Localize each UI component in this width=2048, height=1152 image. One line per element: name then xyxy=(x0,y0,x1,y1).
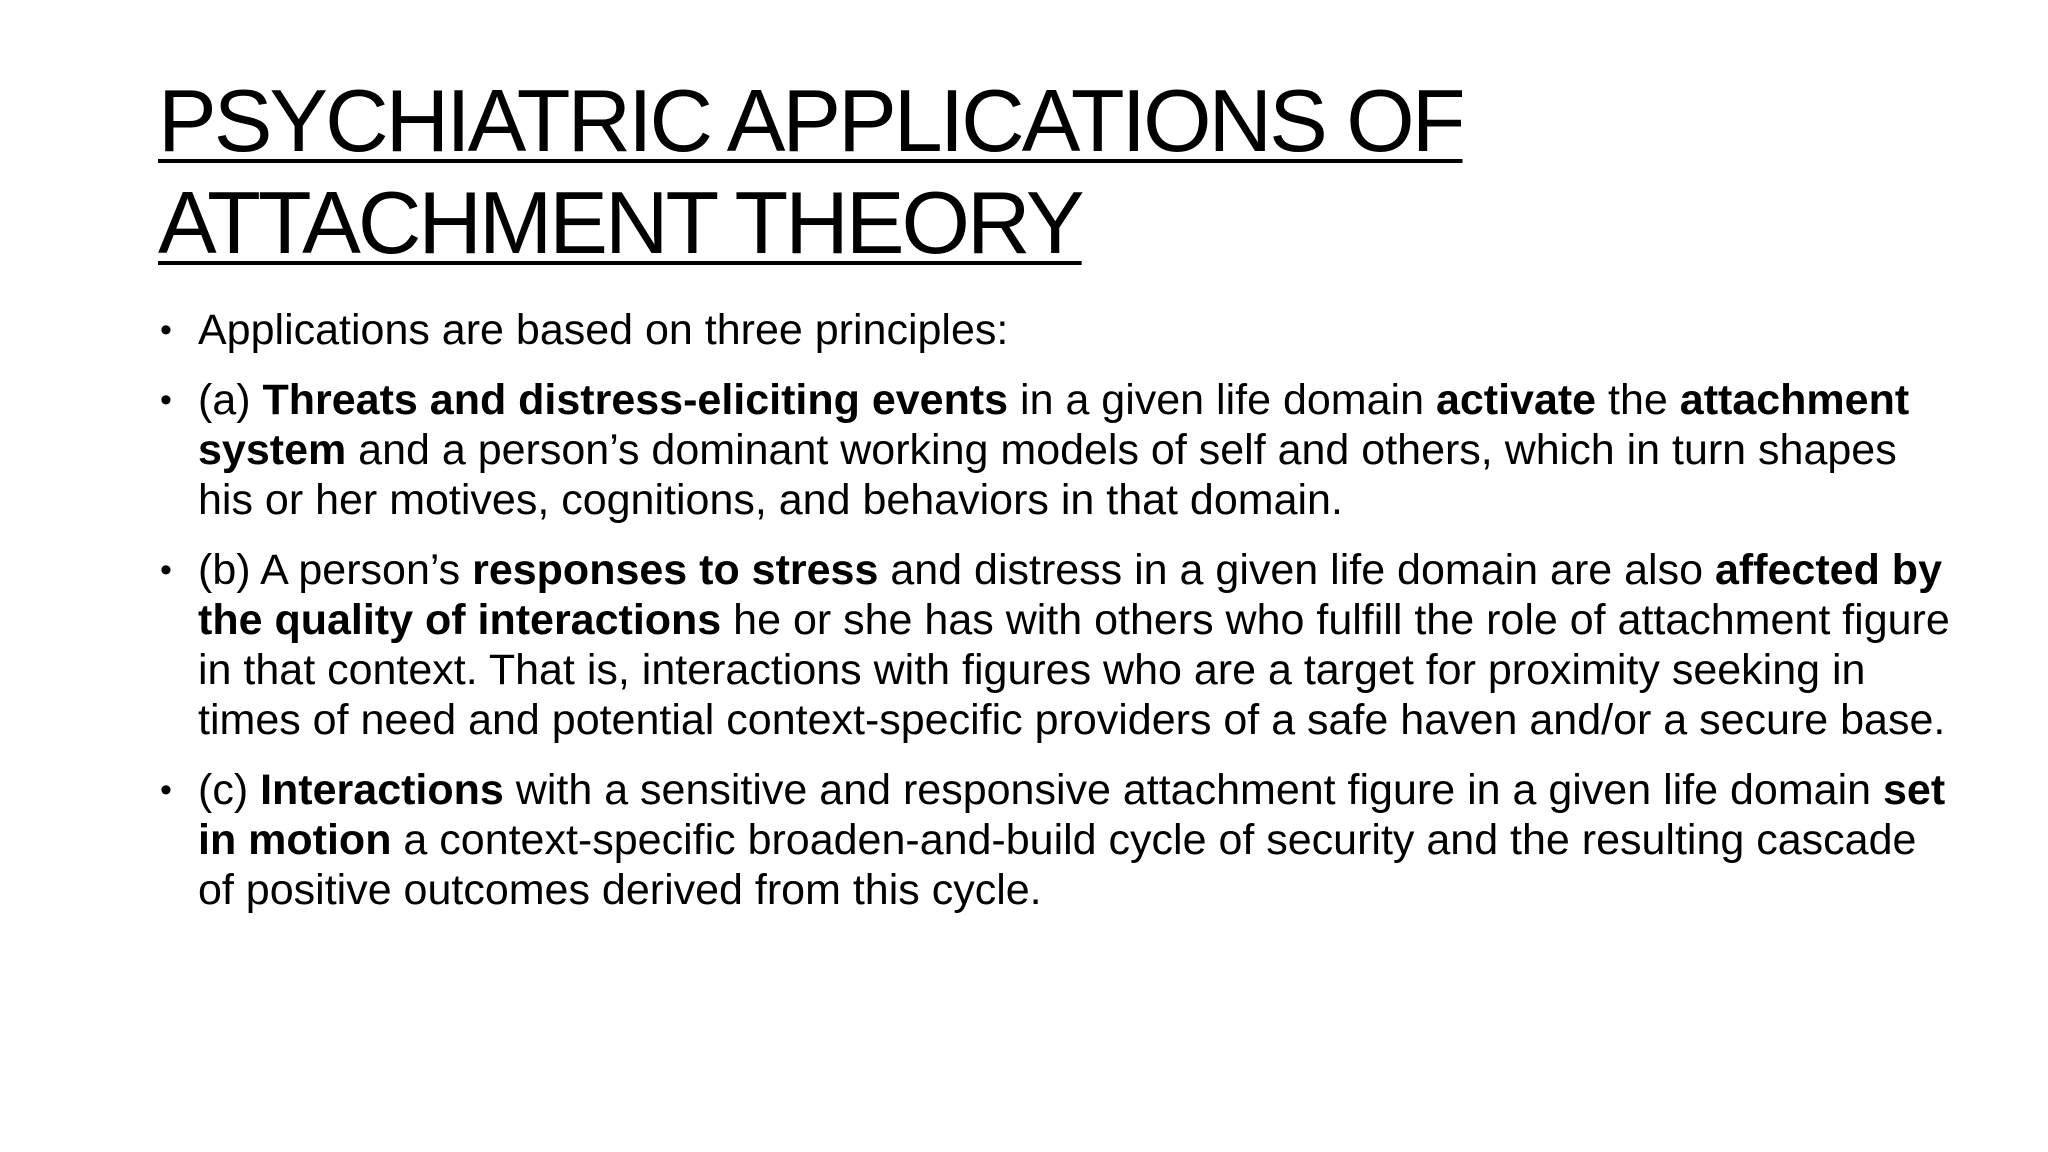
bullet-text-run: (c) xyxy=(198,766,261,814)
bullet-text-run: he or she has with others who fulfill the role of attachment figure in that context. That is, interactions with figures who are a target for proximity seeking in times of need and potential context-specific providers of a safe haven and/or a secure base. xyxy=(198,596,1950,744)
bullet-text xyxy=(198,305,1960,355)
bullet-text-bold: responses to stress xyxy=(472,546,879,594)
bullet-list xyxy=(160,305,1960,935)
bullet-text-bold: attachment system xyxy=(198,376,1910,474)
bullet-item xyxy=(160,375,1960,525)
bullet-text-run: (a) xyxy=(198,376,263,424)
bullet-item xyxy=(160,545,1960,745)
bullet-dot-icon: • xyxy=(160,381,172,419)
bullet-text-bold: Interactions xyxy=(260,766,504,814)
bullet-text-run: a context-specific broaden-and-build cycle of security and the resulting cascade of positive outcomes derived from this cycle. xyxy=(198,816,1917,914)
bullet-text xyxy=(198,765,1960,915)
bullet-text-run: (b) A person’s xyxy=(198,546,473,594)
bullet-text xyxy=(198,375,1960,525)
bullet-text-bold: set in motion xyxy=(198,766,1946,864)
bullet-text-run: and a person’s dominant working models of self and others, which in turn shapes his or her motives, cognitions, and behaviors in that domain. xyxy=(198,426,1897,524)
bullet-text-run: Applications are based on three principles: xyxy=(198,306,1009,354)
bullet-text-run: the xyxy=(1596,376,1680,424)
bullet-dot-icon: • xyxy=(160,311,172,349)
bullet-dot-icon: • xyxy=(160,551,172,589)
bullet-item xyxy=(160,305,1960,355)
bullet-text-bold: activate xyxy=(1435,376,1597,424)
bullet-item xyxy=(160,765,1960,915)
bullet-text-bold: affected by the quality of interactions xyxy=(198,546,1942,644)
bullet-dot-icon: • xyxy=(160,771,172,809)
slide-title: PSYCHIATRIC APPLICATIONS OF ATTACHMENT THEORY xyxy=(158,71,1463,272)
bullet-text-run: and distress in a given life domain are also xyxy=(878,546,1715,594)
bullet-text-run: with a sensitive and responsive attachment figure in a given life domain xyxy=(503,766,1883,814)
bullet-text xyxy=(198,545,1960,745)
bullet-text-bold: Threats and distress-eliciting events xyxy=(262,376,1009,424)
bullet-text-run: in a given life domain xyxy=(1008,376,1436,424)
